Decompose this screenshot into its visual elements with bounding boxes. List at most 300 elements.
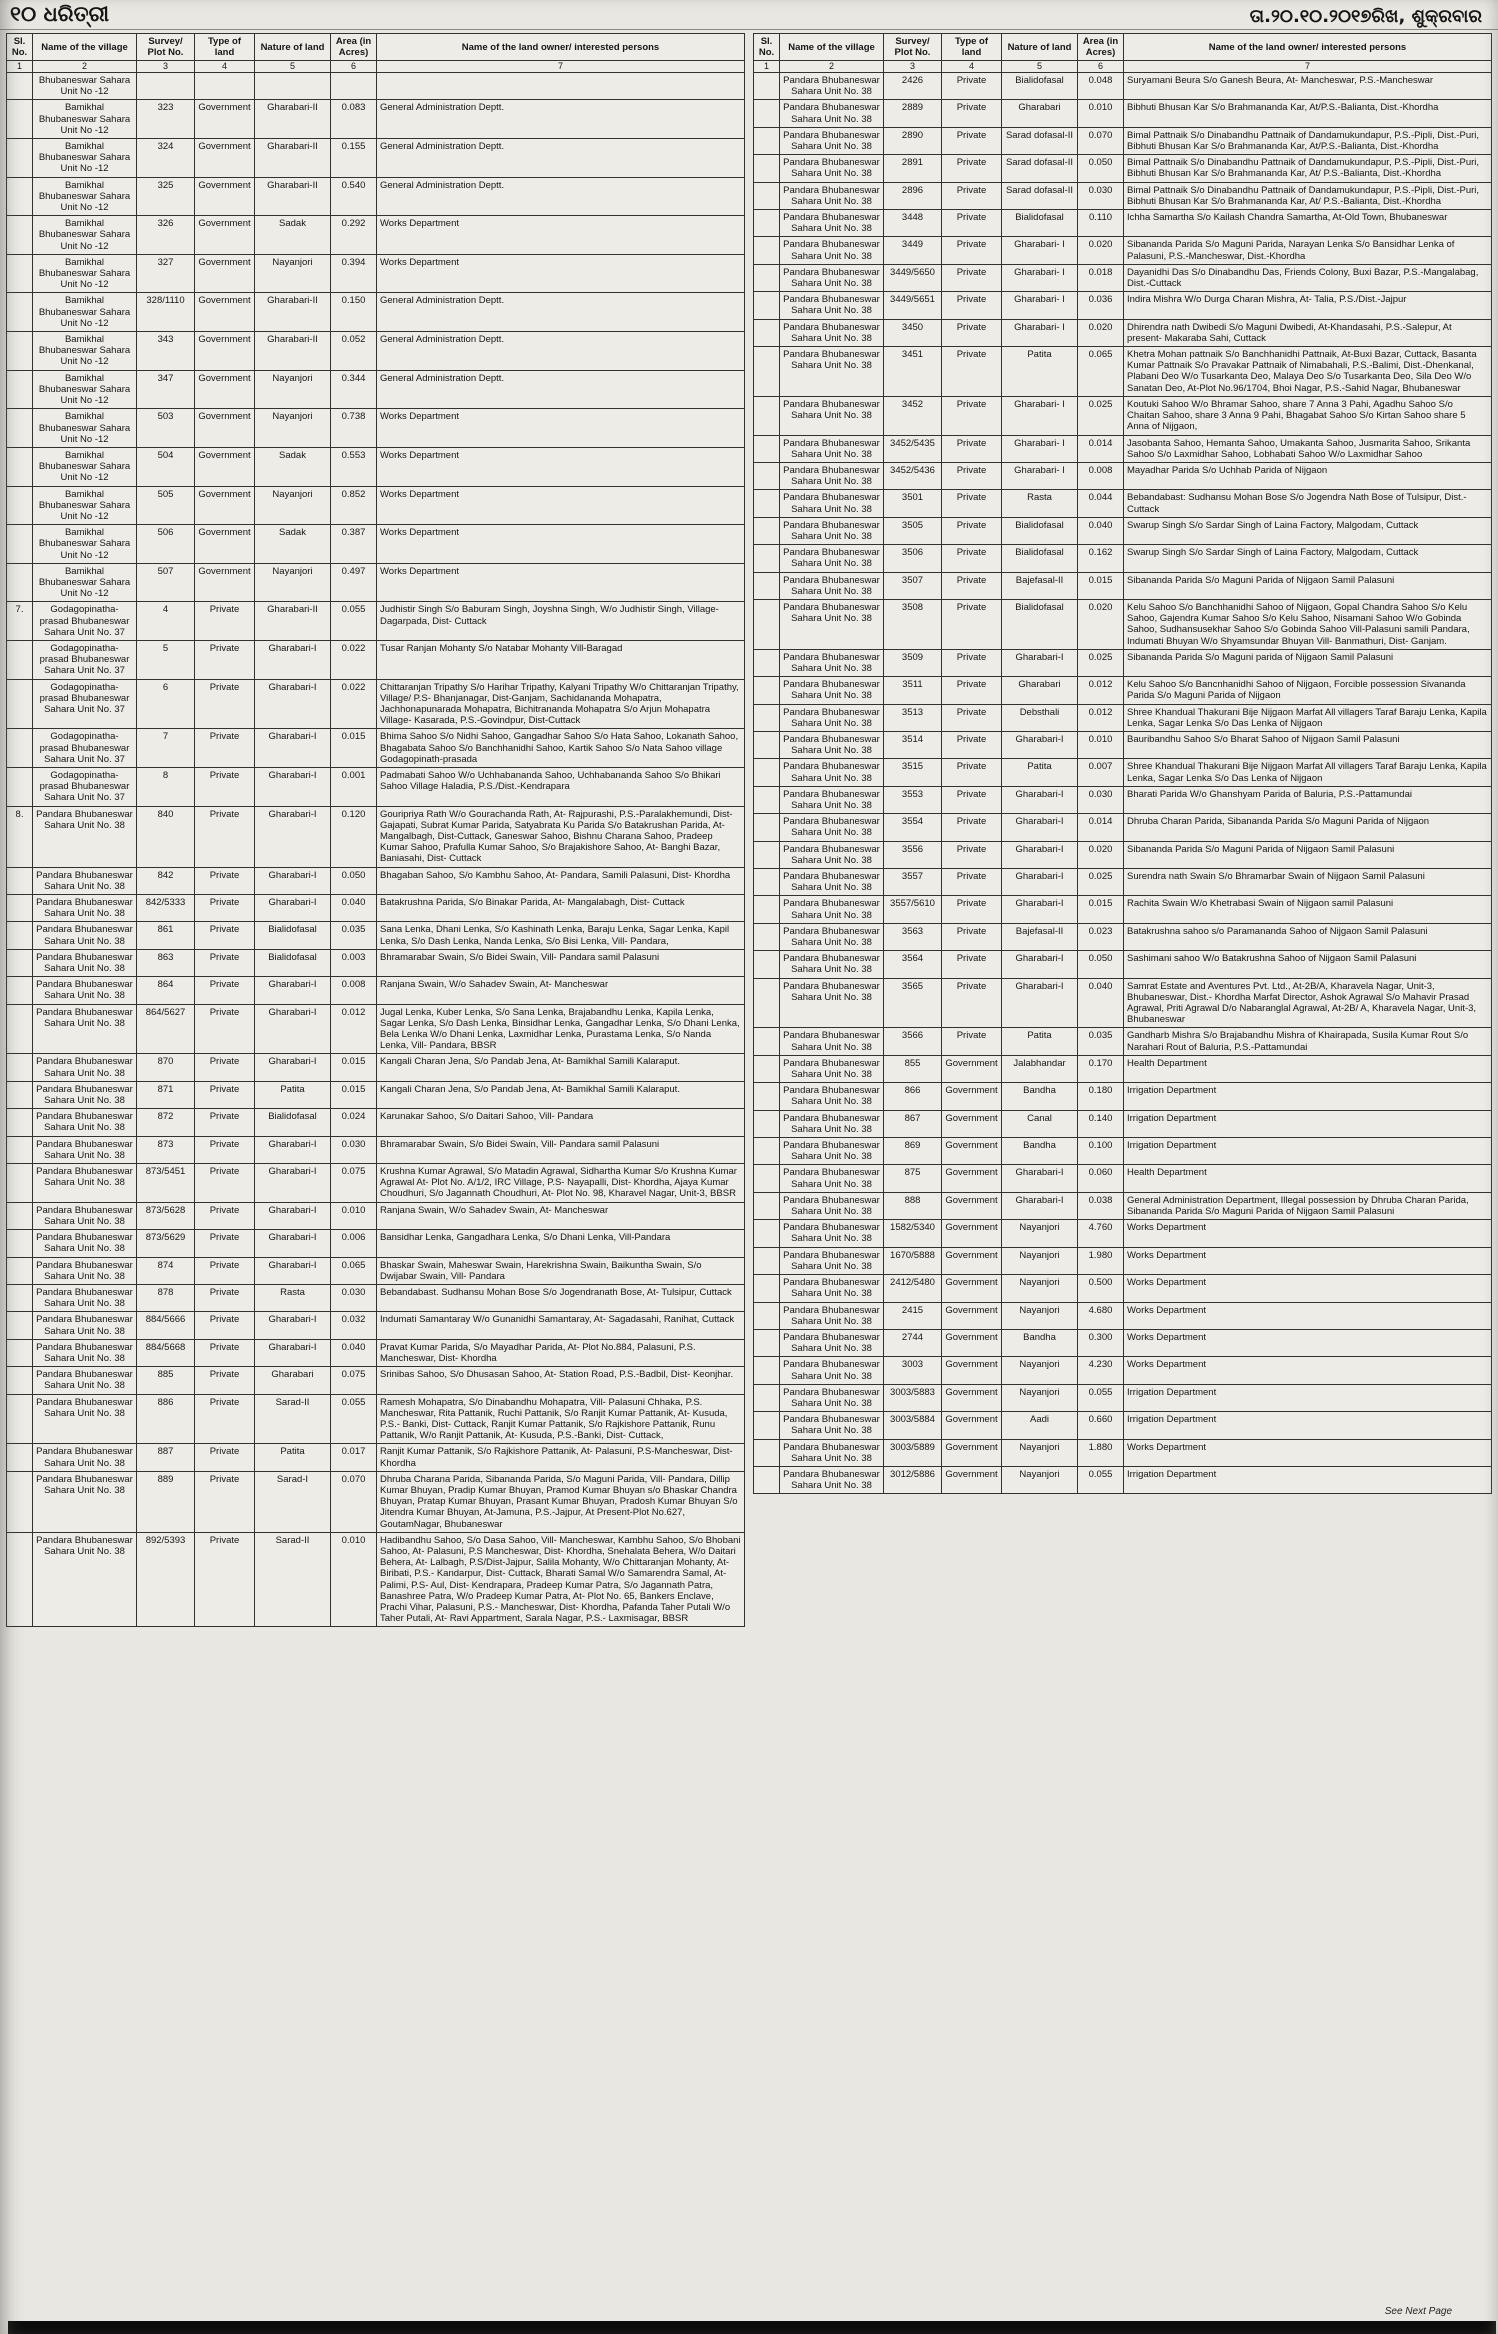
table-row bbox=[7, 177, 745, 216]
survey-cell: 3003/5884 bbox=[884, 1412, 942, 1439]
village-cell: Pandara Bhubaneswar Sahara Unit No. 38 bbox=[33, 922, 137, 949]
nature-cell: Gharabari-I bbox=[255, 767, 331, 806]
table-row bbox=[754, 264, 1492, 291]
sl-cell bbox=[754, 841, 780, 868]
sl-cell bbox=[7, 1367, 33, 1394]
nature-cell: Sarad-II bbox=[255, 1532, 331, 1627]
sl-cell bbox=[7, 1312, 33, 1339]
village-cell: Pandara Bhubaneswar Sahara Unit No. 38 bbox=[780, 292, 884, 319]
village-cell: Pandara Bhubaneswar Sahara Unit No. 38 bbox=[780, 517, 884, 544]
type-cell: Private bbox=[195, 867, 255, 894]
survey-cell: 875 bbox=[884, 1165, 942, 1192]
nature-cell: Bandha bbox=[1002, 1083, 1078, 1110]
type-cell: Private bbox=[942, 396, 1002, 435]
type-cell: Government bbox=[195, 447, 255, 486]
owner-cell: Works Department bbox=[377, 447, 745, 486]
owner-cell: Bhima Sahoo S/o Nidhi Sahoo, Gangadhar Sahoo S/o Hata Sahoo, Lokanath Sahoo, Bhagabata Sahoo S/o Banchhanidhi Sahoo, Kartik Sahoo S/o Nata Sahoo village Godagopinath-prasada bbox=[377, 729, 745, 768]
village-cell: Bamikhal Bhubaneswar Sahara Unit No -12 bbox=[33, 563, 137, 602]
table-row bbox=[754, 1165, 1492, 1192]
area-cell: 0.015 bbox=[1078, 896, 1124, 923]
table-row bbox=[7, 1004, 745, 1054]
type-cell: Private bbox=[195, 1004, 255, 1054]
survey-cell: 1670/5888 bbox=[884, 1247, 942, 1274]
nature-cell: Gharabari-I bbox=[255, 895, 331, 922]
table-row bbox=[754, 786, 1492, 813]
type-cell: Private bbox=[942, 210, 1002, 237]
table-row bbox=[754, 1329, 1492, 1356]
village-cell: Pandara Bhubaneswar Sahara Unit No. 38 bbox=[33, 977, 137, 1004]
nature-cell: Nayanjori bbox=[1002, 1466, 1078, 1493]
sl-cell bbox=[7, 767, 33, 806]
nature-cell: Nayanjori bbox=[255, 254, 331, 293]
column-header-village-cell: Name of the village bbox=[780, 34, 884, 61]
sl-cell bbox=[754, 127, 780, 154]
column-number: 4 bbox=[942, 61, 1002, 73]
nature-cell: Gharabari-I bbox=[255, 1339, 331, 1366]
village-cell: Pandara Bhubaneswar Sahara Unit No. 38 bbox=[780, 599, 884, 649]
type-cell: Government bbox=[195, 139, 255, 178]
column-number: 3 bbox=[137, 61, 195, 73]
sl-cell bbox=[754, 1439, 780, 1466]
survey-cell: 864 bbox=[137, 977, 195, 1004]
column-header-survey-cell: Survey/ Plot No. bbox=[884, 34, 942, 61]
sl-cell bbox=[7, 949, 33, 976]
table-row bbox=[7, 895, 745, 922]
survey-cell: 3449/5650 bbox=[884, 264, 942, 291]
area-cell: 0.120 bbox=[331, 806, 377, 867]
type-cell: Government bbox=[195, 254, 255, 293]
area-cell: 0.025 bbox=[1078, 869, 1124, 896]
area-cell: 4.760 bbox=[1078, 1220, 1124, 1247]
survey-cell: 873/5628 bbox=[137, 1202, 195, 1229]
village-cell: Pandara Bhubaneswar Sahara Unit No. 38 bbox=[780, 649, 884, 676]
area-cell: 0.083 bbox=[331, 100, 377, 139]
nature-cell: Nayanjori bbox=[255, 563, 331, 602]
owner-cell: Bansidhar Lenka, Gangadhara Lenka, S/o Dhani Lenka, Vill-Pandara bbox=[377, 1230, 745, 1257]
survey-cell: 2890 bbox=[884, 127, 942, 154]
survey-cell: 867 bbox=[884, 1110, 942, 1137]
table-row bbox=[754, 347, 1492, 397]
area-cell: 0.050 bbox=[1078, 155, 1124, 182]
area-cell: 0.008 bbox=[1078, 462, 1124, 489]
area-cell: 4.680 bbox=[1078, 1302, 1124, 1329]
owner-cell: Bebandabast. Sudhansu Mohan Bose S/o Jogendranath Bose, At- Tulsipur, Cuttack bbox=[377, 1284, 745, 1311]
area-cell: 0.292 bbox=[331, 216, 377, 255]
type-cell: Private bbox=[195, 729, 255, 768]
sl-cell bbox=[754, 1302, 780, 1329]
table-row bbox=[7, 73, 745, 100]
column-number: 2 bbox=[33, 61, 137, 73]
nature-cell: Gharabari-I bbox=[255, 1164, 331, 1203]
table-row bbox=[7, 1394, 745, 1444]
table-row bbox=[754, 1192, 1492, 1219]
village-cell: Pandara Bhubaneswar Sahara Unit No. 38 bbox=[33, 806, 137, 867]
survey-cell: 3513 bbox=[884, 704, 942, 731]
area-cell: 0.030 bbox=[331, 1136, 377, 1163]
sl-cell bbox=[7, 332, 33, 371]
type-cell: Private bbox=[195, 1339, 255, 1366]
owner-cell: Pravat Kumar Parida, S/o Mayadhar Parida, At- Plot No.884, Palasuni, P.S. Mancheswar, Dist- Khordha bbox=[377, 1339, 745, 1366]
sl-cell bbox=[754, 100, 780, 127]
column-number: 6 bbox=[331, 61, 377, 73]
owner-cell: Suryamani Beura S/o Ganesh Beura, At- Mancheswar, P.S.-Mancheswar bbox=[1124, 73, 1492, 100]
type-cell: Private bbox=[195, 977, 255, 1004]
area-cell: 0.497 bbox=[331, 563, 377, 602]
nature-cell: Nayanjori bbox=[1002, 1275, 1078, 1302]
table-row bbox=[754, 1247, 1492, 1274]
sl-cell bbox=[7, 370, 33, 409]
village-cell: Pandara Bhubaneswar Sahara Unit No. 38 bbox=[780, 704, 884, 731]
owner-cell: Sibananda Parida S/o Maguni Parida of Nijgaon Samil Palasuni bbox=[1124, 572, 1492, 599]
table-row bbox=[754, 292, 1492, 319]
area-cell: 0.025 bbox=[1078, 396, 1124, 435]
area-cell: 0.010 bbox=[331, 1202, 377, 1229]
area-cell: 0.040 bbox=[1078, 978, 1124, 1028]
sl-cell bbox=[754, 814, 780, 841]
area-cell: 0.020 bbox=[1078, 599, 1124, 649]
table-row bbox=[754, 1466, 1492, 1493]
village-cell: Bamikhal Bhubaneswar Sahara Unit No -12 bbox=[33, 139, 137, 178]
area-cell: 0.030 bbox=[331, 1284, 377, 1311]
table-row bbox=[754, 182, 1492, 209]
owner-cell: Surendra nath Swain S/o Bhramarbar Swain of Nijgaon Samil Palasuni bbox=[1124, 869, 1492, 896]
type-cell: Private bbox=[195, 949, 255, 976]
village-cell: Pandara Bhubaneswar Sahara Unit No. 38 bbox=[780, 182, 884, 209]
owner-cell: Irrigation Department bbox=[1124, 1412, 1492, 1439]
type-cell: Private bbox=[195, 1164, 255, 1203]
survey-cell: 2889 bbox=[884, 100, 942, 127]
table-row bbox=[754, 1275, 1492, 1302]
village-cell: Pandara Bhubaneswar Sahara Unit No. 38 bbox=[33, 1444, 137, 1471]
sl-cell bbox=[7, 139, 33, 178]
sl-cell bbox=[7, 409, 33, 448]
type-cell: Private bbox=[942, 677, 1002, 704]
type-cell: Private bbox=[195, 922, 255, 949]
right-table-head bbox=[754, 34, 1492, 73]
village-cell: Pandara Bhubaneswar Sahara Unit No. 38 bbox=[780, 1302, 884, 1329]
area-cell: 0.022 bbox=[331, 679, 377, 729]
area-cell: 0.012 bbox=[1078, 677, 1124, 704]
nature-cell: Patita bbox=[1002, 1028, 1078, 1055]
owner-cell: Kelu Sahoo S/o Banchhanidhi Sahoo of Nijgaon, Gopal Chandra Sahoo S/o Kelu Sahoo, Gajendra Kumar Sahoo S/o Kelu Sahoo, Nisamani Sahoo W/o Gobinda Sahoo, Sudhansusekhar Sahoo S/o Gobinda Sahoo Vill-Palasuni samili Pandara, Indumati Bhuyan W/o Shyamsundar Bhuyan Vill- Banmathuri, Dist- Ganjam. bbox=[1124, 599, 1492, 649]
village-cell: Pandara Bhubaneswar Sahara Unit No. 38 bbox=[33, 1004, 137, 1054]
nature-cell: Sarad dofasal-II bbox=[1002, 182, 1078, 209]
owner-cell: Karunakar Sahoo, S/o Daitari Sahoo, Vill- Pandara bbox=[377, 1109, 745, 1136]
area-cell: 0.020 bbox=[1078, 841, 1124, 868]
owner-cell: Works Department bbox=[1124, 1247, 1492, 1274]
village-cell: Pandara Bhubaneswar Sahara Unit No. 38 bbox=[780, 462, 884, 489]
type-cell: Private bbox=[942, 127, 1002, 154]
type-cell: Government bbox=[942, 1138, 1002, 1165]
village-cell: Pandara Bhubaneswar Sahara Unit No. 38 bbox=[33, 1054, 137, 1081]
nature-cell: Gharabari bbox=[1002, 100, 1078, 127]
survey-cell: 3507 bbox=[884, 572, 942, 599]
sl-cell bbox=[7, 1284, 33, 1311]
table-row bbox=[754, 1138, 1492, 1165]
area-cell: 0.015 bbox=[331, 1081, 377, 1108]
sl-cell bbox=[754, 396, 780, 435]
see-next-page-note: See Next Page bbox=[1384, 2306, 1452, 2317]
type-cell: Private bbox=[195, 895, 255, 922]
sl-cell bbox=[754, 155, 780, 182]
table-row bbox=[754, 1083, 1492, 1110]
survey-cell: 3553 bbox=[884, 786, 942, 813]
survey-cell: 3506 bbox=[884, 545, 942, 572]
nature-cell: Bandha bbox=[1002, 1329, 1078, 1356]
type-cell: Government bbox=[942, 1439, 1002, 1466]
survey-cell bbox=[137, 73, 195, 100]
nature-cell: Gharabari-I bbox=[1002, 731, 1078, 758]
sl-cell bbox=[7, 1202, 33, 1229]
table-row bbox=[754, 100, 1492, 127]
table-row bbox=[754, 677, 1492, 704]
nature-cell: Gharabari-I bbox=[255, 1312, 331, 1339]
village-cell: Pandara Bhubaneswar Sahara Unit No. 38 bbox=[780, 1247, 884, 1274]
column-number: 3 bbox=[884, 61, 942, 73]
column-header-owner-cell: Name of the land owner/ interested persons bbox=[377, 34, 745, 61]
owner-cell: Ranjana Swain, W/o Sahadev Swain, At- Mancheswar bbox=[377, 1202, 745, 1229]
survey-cell: 3452/5435 bbox=[884, 435, 942, 462]
nature-cell: Nayanjori bbox=[255, 486, 331, 525]
nature-cell: Gharabari- I bbox=[1002, 396, 1078, 435]
nature-cell: Gharabari-I bbox=[1002, 841, 1078, 868]
village-cell: Pandara Bhubaneswar Sahara Unit No. 38 bbox=[780, 923, 884, 950]
owner-cell: Khetra Mohan pattnaik S/o Banchhanidhi Pattnaik, At-Buxi Bazar, Cuttack, Basanta Kumar Pattnaik S/o Pravakar Pattnaik of Nimabahali, P.S.-Balimi, Dist.-Dhenkanal, Plabani Deo W/o Tusarkanta Deo, Malaya Deo S/o Tusarkanta Deo, Sila Deo W/o Sanatan Deo, At-Plot No.96/1704, Bhoi Nagar, P.S.-Sahid Nagar, Bhubaneswar bbox=[1124, 347, 1492, 397]
table-row bbox=[754, 210, 1492, 237]
survey-cell: 3554 bbox=[884, 814, 942, 841]
nature-cell: Bandha bbox=[1002, 1138, 1078, 1165]
owner-cell: Irrigation Department bbox=[1124, 1466, 1492, 1493]
area-cell: 0.110 bbox=[1078, 210, 1124, 237]
area-cell bbox=[331, 73, 377, 100]
nature-cell: Gharabari bbox=[255, 1367, 331, 1394]
table-row bbox=[7, 1284, 745, 1311]
nature-cell: Sarad-I bbox=[255, 1471, 331, 1532]
nature-cell: Patita bbox=[255, 1081, 331, 1108]
table-row bbox=[7, 447, 745, 486]
sl-cell bbox=[754, 237, 780, 264]
nature-cell: Sarad dofasal-II bbox=[1002, 155, 1078, 182]
table-row bbox=[7, 1339, 745, 1366]
survey-cell: 326 bbox=[137, 216, 195, 255]
sl-cell bbox=[7, 100, 33, 139]
village-cell: Pandara Bhubaneswar Sahara Unit No. 38 bbox=[780, 731, 884, 758]
owner-cell: Works Department bbox=[1124, 1275, 1492, 1302]
table-row bbox=[754, 704, 1492, 731]
village-cell: Godagopinatha-prasad Bhubaneswar Sahara Unit No. 37 bbox=[33, 640, 137, 679]
sl-cell bbox=[7, 1109, 33, 1136]
village-cell: Pandara Bhubaneswar Sahara Unit No. 38 bbox=[780, 435, 884, 462]
left-table-head bbox=[7, 34, 745, 73]
nature-cell: Gharabari-I bbox=[255, 806, 331, 867]
owner-cell: Batakrushna sahoo s/o Paramananda Sahoo of Nijgaon Samil Palasuni bbox=[1124, 923, 1492, 950]
table-row bbox=[754, 1220, 1492, 1247]
sl-cell bbox=[754, 1357, 780, 1384]
sl-cell bbox=[754, 649, 780, 676]
type-cell: Private bbox=[942, 73, 1002, 100]
survey-cell: 3566 bbox=[884, 1028, 942, 1055]
header-row bbox=[7, 34, 745, 61]
sl-cell bbox=[7, 640, 33, 679]
sl-cell bbox=[7, 1339, 33, 1366]
survey-cell: 323 bbox=[137, 100, 195, 139]
area-cell: 0.015 bbox=[331, 1054, 377, 1081]
owner-cell: Bimal Pattnaik S/o Dinabandhu Pattnaik of Dandamukundapur, P.S.-Pipli, Dist.-Puri, Bibhuti Bhusan Kar S/o Brahmananda Kar, At/ P.S.-Balianta, Dist.-Khordha bbox=[1124, 155, 1492, 182]
table-row bbox=[7, 1230, 745, 1257]
owner-cell: Srinibas Sahoo, S/o Dhusasan Sahoo, At- Station Road, P.S.-Badbil, Dist- Keonjhar. bbox=[377, 1367, 745, 1394]
table-row bbox=[754, 869, 1492, 896]
type-cell: Private bbox=[195, 1257, 255, 1284]
page-number-title: ୧୦ ଧରିତ୍ରୀ bbox=[10, 2, 110, 26]
sl-cell bbox=[7, 563, 33, 602]
sl-cell bbox=[754, 462, 780, 489]
owner-cell: Kelu Sahoo S/o Bancnhanidhi Sahoo of Nijgaon, Forcible possession Sivananda Parida S/o Maguni Parida of Nijgaon bbox=[1124, 677, 1492, 704]
table-row bbox=[7, 139, 745, 178]
table-row bbox=[7, 1081, 745, 1108]
type-cell: Private bbox=[942, 599, 1002, 649]
village-cell: Pandara Bhubaneswar Sahara Unit No. 38 bbox=[780, 951, 884, 978]
village-cell: Pandara Bhubaneswar Sahara Unit No. 38 bbox=[780, 814, 884, 841]
survey-cell: 892/5393 bbox=[137, 1532, 195, 1627]
owner-cell: Irrigation Department bbox=[1124, 1138, 1492, 1165]
nature-cell: Gharabari-I bbox=[255, 1257, 331, 1284]
area-cell: 0.738 bbox=[331, 409, 377, 448]
type-cell: Private bbox=[942, 814, 1002, 841]
owner-cell: Mayadhar Parida S/o Uchhab Parida of Nijgaon bbox=[1124, 462, 1492, 489]
survey-cell: 3563 bbox=[884, 923, 942, 950]
survey-cell: 347 bbox=[137, 370, 195, 409]
table-row bbox=[7, 1109, 745, 1136]
nature-cell: Rasta bbox=[1002, 490, 1078, 517]
type-cell: Government bbox=[195, 486, 255, 525]
table-row bbox=[7, 1257, 745, 1284]
owner-cell: Kangali Charan Jena, S/o Pandab Jena, At- Bamikhal Samili Kalaraput. bbox=[377, 1054, 745, 1081]
area-cell: 0.006 bbox=[331, 1230, 377, 1257]
nature-cell: Debsthali bbox=[1002, 704, 1078, 731]
survey-cell: 872 bbox=[137, 1109, 195, 1136]
column-header-survey-cell: Survey/ Plot No. bbox=[137, 34, 195, 61]
table-row bbox=[754, 1055, 1492, 1082]
sl-cell bbox=[754, 1220, 780, 1247]
table-row bbox=[7, 729, 745, 768]
owner-cell: Padmabati Sahoo W/o Uchhabananda Sahoo, Uchhabananda Sahoo S/o Bhikari Sahoo Village Haladia, P.S./Dist.-Kendrapara bbox=[377, 767, 745, 806]
table-row bbox=[754, 1412, 1492, 1439]
table-row bbox=[754, 572, 1492, 599]
area-cell: 0.140 bbox=[1078, 1110, 1124, 1137]
area-cell: 0.048 bbox=[1078, 73, 1124, 100]
area-cell: 0.055 bbox=[331, 1394, 377, 1444]
survey-cell: 343 bbox=[137, 332, 195, 371]
village-cell: Pandara Bhubaneswar Sahara Unit No. 38 bbox=[33, 1136, 137, 1163]
village-cell: Pandara Bhubaneswar Sahara Unit No. 38 bbox=[33, 1339, 137, 1366]
sl-cell bbox=[7, 293, 33, 332]
table-row bbox=[7, 949, 745, 976]
table-row bbox=[754, 319, 1492, 346]
owner-cell: Sibananda Parida S/o Maguni parida of Nijgaon Samil Palasuni bbox=[1124, 649, 1492, 676]
owner-cell: Samrat Estate and Aventures Pvt. Ltd., At-2B/A, Kharavela Nagar, Unit-3, Bhubaneswar, Dist.- Khordha Marfat Director, Ashok Agrawal S/o Mahavir Prasad Agrawal, Priti Agrawal D/o Nabaranglal Agrawal, At-2B/ A, Kharavela Nagar, Unit-3, Bhubaneswar bbox=[1124, 978, 1492, 1028]
sl-cell bbox=[754, 1466, 780, 1493]
sl-cell bbox=[754, 292, 780, 319]
survey-cell: 5 bbox=[137, 640, 195, 679]
area-cell: 0.035 bbox=[1078, 1028, 1124, 1055]
owner-cell: Health Department bbox=[1124, 1165, 1492, 1192]
type-cell: Government bbox=[942, 1466, 1002, 1493]
village-cell: Pandara Bhubaneswar Sahara Unit No. 38 bbox=[780, 1439, 884, 1466]
sl-cell bbox=[754, 517, 780, 544]
sl-cell bbox=[754, 1247, 780, 1274]
owner-cell: Ramesh Mohapatra, S/o Dinabandhu Mohapatra, Vill- Palasuni Chhaka, P.S. Mancheswar, Rita Pattanik, Ruchi Pattanik, S/o Ranjit Kumar Pattanik, At- Kusuda, P.S.- Banki, Dist- Cuttack, Ranjit Kumar Pattanik, S/o Rajkishore Pattanik, Runu Pattanik, W/o Ranjit Pattanik, At- Kusuda, P.S.-Banki, Dist- Cuttack, bbox=[377, 1394, 745, 1444]
owner-cell bbox=[377, 73, 745, 100]
nature-cell: Rasta bbox=[255, 1284, 331, 1311]
nature-cell: Bialidofasal bbox=[255, 922, 331, 949]
sl-cell bbox=[754, 978, 780, 1028]
sl-cell bbox=[754, 731, 780, 758]
survey-cell: 2415 bbox=[884, 1302, 942, 1329]
survey-cell: 3003 bbox=[884, 1357, 942, 1384]
table-row bbox=[7, 602, 745, 641]
type-cell: Private bbox=[195, 1230, 255, 1257]
nature-cell: Gharabari-I bbox=[255, 729, 331, 768]
sl-cell bbox=[7, 1444, 33, 1471]
type-cell: Private bbox=[942, 292, 1002, 319]
owner-cell: Bebandabast: Sudhansu Mohan Bose S/o Jogendra Nath Bose of Tulsipur, Dist.-Cuttack bbox=[1124, 490, 1492, 517]
type-cell bbox=[195, 73, 255, 100]
village-cell: Pandara Bhubaneswar Sahara Unit No. 38 bbox=[780, 1412, 884, 1439]
survey-cell: 3508 bbox=[884, 599, 942, 649]
nature-cell: Sarad dofasal-II bbox=[1002, 127, 1078, 154]
owner-cell: Ichha Samartha S/o Kailash Chandra Samartha, At-Old Town, Bhubaneswar bbox=[1124, 210, 1492, 237]
survey-cell: 886 bbox=[137, 1394, 195, 1444]
sl-cell bbox=[754, 1110, 780, 1137]
table-row bbox=[7, 409, 745, 448]
type-cell: Private bbox=[195, 1284, 255, 1311]
sl-cell bbox=[754, 182, 780, 209]
village-cell: Pandara Bhubaneswar Sahara Unit No. 38 bbox=[780, 1466, 884, 1493]
column-number: 5 bbox=[255, 61, 331, 73]
survey-cell: 3449 bbox=[884, 237, 942, 264]
table-row bbox=[7, 679, 745, 729]
survey-cell: 871 bbox=[137, 1081, 195, 1108]
table-row bbox=[7, 254, 745, 293]
owner-cell: General Administration Department, Illegal possession by Dhruba Charan Parida, Sibananda Parida S/o Maguni Parida of Nijgaon Samil Palasuni bbox=[1124, 1192, 1492, 1219]
survey-cell: 8 bbox=[137, 767, 195, 806]
sl-cell bbox=[754, 1028, 780, 1055]
type-cell: Private bbox=[942, 759, 1002, 786]
sl-cell bbox=[7, 1136, 33, 1163]
village-cell: Pandara Bhubaneswar Sahara Unit No. 38 bbox=[33, 1164, 137, 1203]
village-cell: Pandara Bhubaneswar Sahara Unit No. 38 bbox=[780, 1083, 884, 1110]
sl-cell: 7. bbox=[7, 602, 33, 641]
area-cell: 0.070 bbox=[331, 1471, 377, 1532]
area-cell: 0.024 bbox=[331, 1109, 377, 1136]
owner-cell: Gandharb Mishra S/o Brajabandhu Mishra of Khairapada, Susila Kumar Rout S/o Narahari Rout of Baluria, P.S.-Pattamundai bbox=[1124, 1028, 1492, 1055]
area-cell: 0.032 bbox=[331, 1312, 377, 1339]
nature-cell: Patita bbox=[1002, 347, 1078, 397]
sl-cell bbox=[7, 1164, 33, 1203]
table-row bbox=[7, 100, 745, 139]
village-cell: Bhubaneswar Sahara Unit No -12 bbox=[33, 73, 137, 100]
table-row bbox=[7, 370, 745, 409]
owner-cell: Bimal Pattnaik S/o Dinabandhu Pattnaik of Dandamukundapur, P.S.-Pipli, Dist.-Puri, Bibhuti Bhusan Kar S/o Brahmananda Kar, At/ P.S.-Balianta, Dist.-Khordha bbox=[1124, 182, 1492, 209]
date-line: ତା.୨୦.୧୦.୨୦୧୭ରିଖ, ଶୁକ୍ରବାର bbox=[1249, 6, 1482, 27]
sl-cell bbox=[7, 977, 33, 1004]
sl-cell bbox=[754, 1329, 780, 1356]
village-cell: Pandara Bhubaneswar Sahara Unit No. 38 bbox=[780, 396, 884, 435]
type-cell: Private bbox=[195, 1471, 255, 1532]
survey-cell: 3452 bbox=[884, 396, 942, 435]
survey-cell: 7 bbox=[137, 729, 195, 768]
owner-cell: Ranjit Kumar Pattanik, S/o Rajkishore Pattanik, At- Palasuni, P.S-Mancheswar, Dist- Khordha bbox=[377, 1444, 745, 1471]
